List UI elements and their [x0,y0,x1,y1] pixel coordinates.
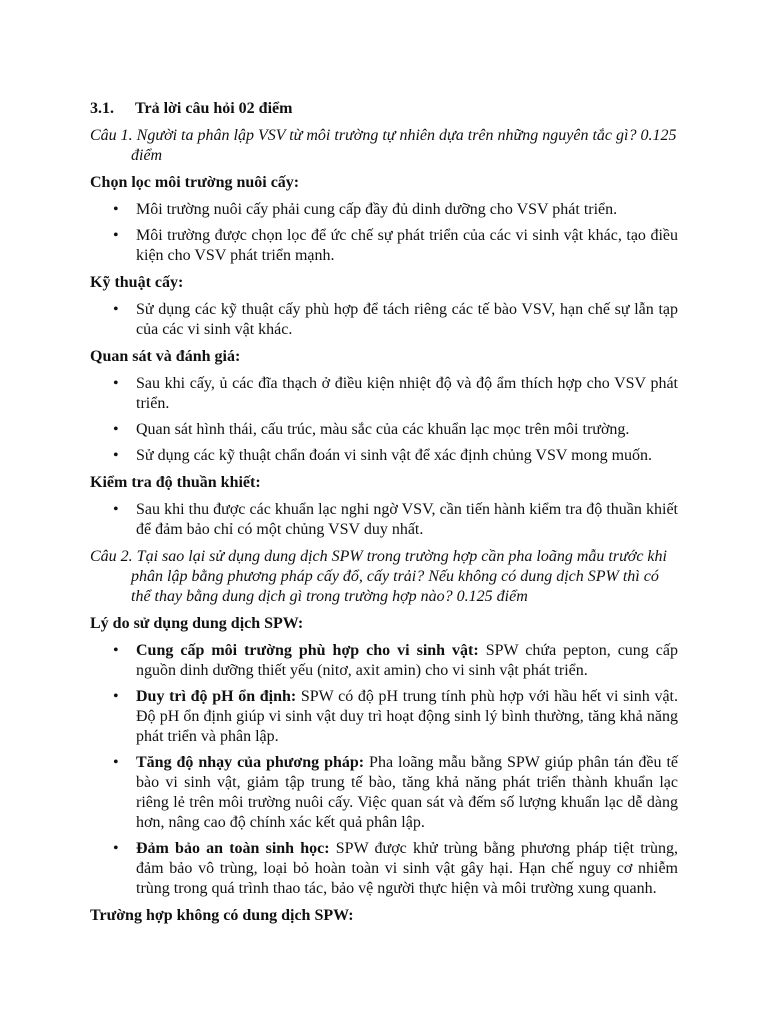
list-item: • Cung cấp môi trường phù hợp cho vi sinh vật: SPW chứa pepton, cung cấp nguồn dinh dưỡng thiết yếu (nitơ, axit amin) cho vi sinh vật phát triển. [113,642,678,679]
list-item: • Đảm bảo an toàn sinh học: SPW được khử trùng bằng phương pháp tiệt trùng, đảm bảo vô trùng, loại bỏ hoàn toàn vi sinh vật gây hại. Hạn chế nguy cơ nhiễm trùng trong quá trình thao tác, bảo vệ người thực hiện và môi trường xung quanh. [113,840,679,897]
list-culture-selection [90,200,678,266]
bullet-icon: • [113,688,119,705]
question-1: Câu 1. Người ta phân lập VSV từ môi trường tự nhiên dựa trên những nguyên tắc gì? 0.125 điểm [90,127,677,164]
document-page [90,99,678,933]
list-item: • Duy trì độ pH ổn định: SPW có độ pH trung tính phù hợp với hầu hết vi sinh vật. Độ pH ổn định giúp vi sinh vật duy trì hoạt động sinh lý bình thường, tăng khả năng phát triển và phân lập. [113,688,679,745]
list-technique [90,300,678,340]
section-number: 3.1. [90,100,114,117]
list-observation [90,374,678,466]
heading-technique: Kỹ thuật cấy: [90,274,184,291]
list-item: • Sử dụng các kỹ thuật chẩn đoán vi sinh vật để xác định chủng VSV mong muốn. [113,447,653,464]
bullet-icon: • [113,754,119,771]
list-purity [90,500,678,540]
list-item: • Tăng độ nhạy của phương pháp: Pha loãng mẫu bằng SPW giúp phân tán đều tế bào vi sinh vật, giảm tập trung tế bào, tăng khả năng phát triển thành khuẩn lạc riêng lẻ trên môi trường nuôi cấy. Việc quan sát và đếm số lượng khuẩn lạc dễ dàng hơn, nâng cao độ chính xác kết quả phân lập. [113,754,679,831]
bullet-icon: • [113,421,119,438]
heading-culture-selection: Chọn lọc môi trường nuôi cấy: [90,174,300,191]
section-title: Trả lời câu hỏi 02 điểm [135,100,293,117]
list-item: • Sử dụng các kỹ thuật cấy phù hợp để tách riêng các tế bào VSV, hạn chế sự lẫn tạp của các vi sinh vật khác. [113,301,678,338]
heading-observation: Quan sát và đánh giá: [90,348,241,365]
bullet-icon: • [113,301,119,318]
list-item: • Môi trường nuôi cấy phải cung cấp đầy đủ dinh dưỡng cho VSV phát triển. [113,201,618,218]
section-heading [90,99,678,119]
bullet-icon: • [113,201,119,218]
bullet-icon: • [113,501,119,518]
heading-no-spw: Trường hợp không có dung dịch SPW: [90,907,354,924]
list-item: • Sau khi cấy, ủ các đĩa thạch ở điều kiện nhiệt độ và độ ẩm thích hợp cho VSV phát triển. [113,375,678,412]
bullet-icon: • [113,447,119,464]
question-2: Câu 2. Tại sao lại sử dụng dung dịch SPW trong trường hợp cần pha loãng mẫu trước khi phân lập bằng phương pháp cấy đổ, cấy trải? Nếu không có dung dịch SPW thì có thể thay bằng dung dịch gì trong trường hợp nào? 0.125 điểm [90,548,667,605]
list-spw-reasons [90,641,678,899]
bullet-icon: • [113,375,119,392]
heading-purity: Kiểm tra độ thuần khiết: [90,474,261,491]
bullet-icon: • [113,227,119,244]
list-item: • Quan sát hình thái, cấu trúc, màu sắc của các khuẩn lạc mọc trên môi trường. [113,421,630,438]
list-item: • Môi trường được chọn lọc để ức chế sự phát triển của các vi sinh vật khác, tạo điều kiện cho VSV phát triển mạnh. [113,227,678,264]
bullet-icon: • [113,642,119,659]
heading-spw-reasons: Lý do sử dụng dung dịch SPW: [90,615,304,632]
list-item: • Sau khi thu được các khuẩn lạc nghi ngờ VSV, cần tiến hành kiểm tra độ thuần khiết để đảm bảo chỉ có một chủng VSV duy nhất. [113,501,678,538]
bullet-icon: • [113,840,119,857]
